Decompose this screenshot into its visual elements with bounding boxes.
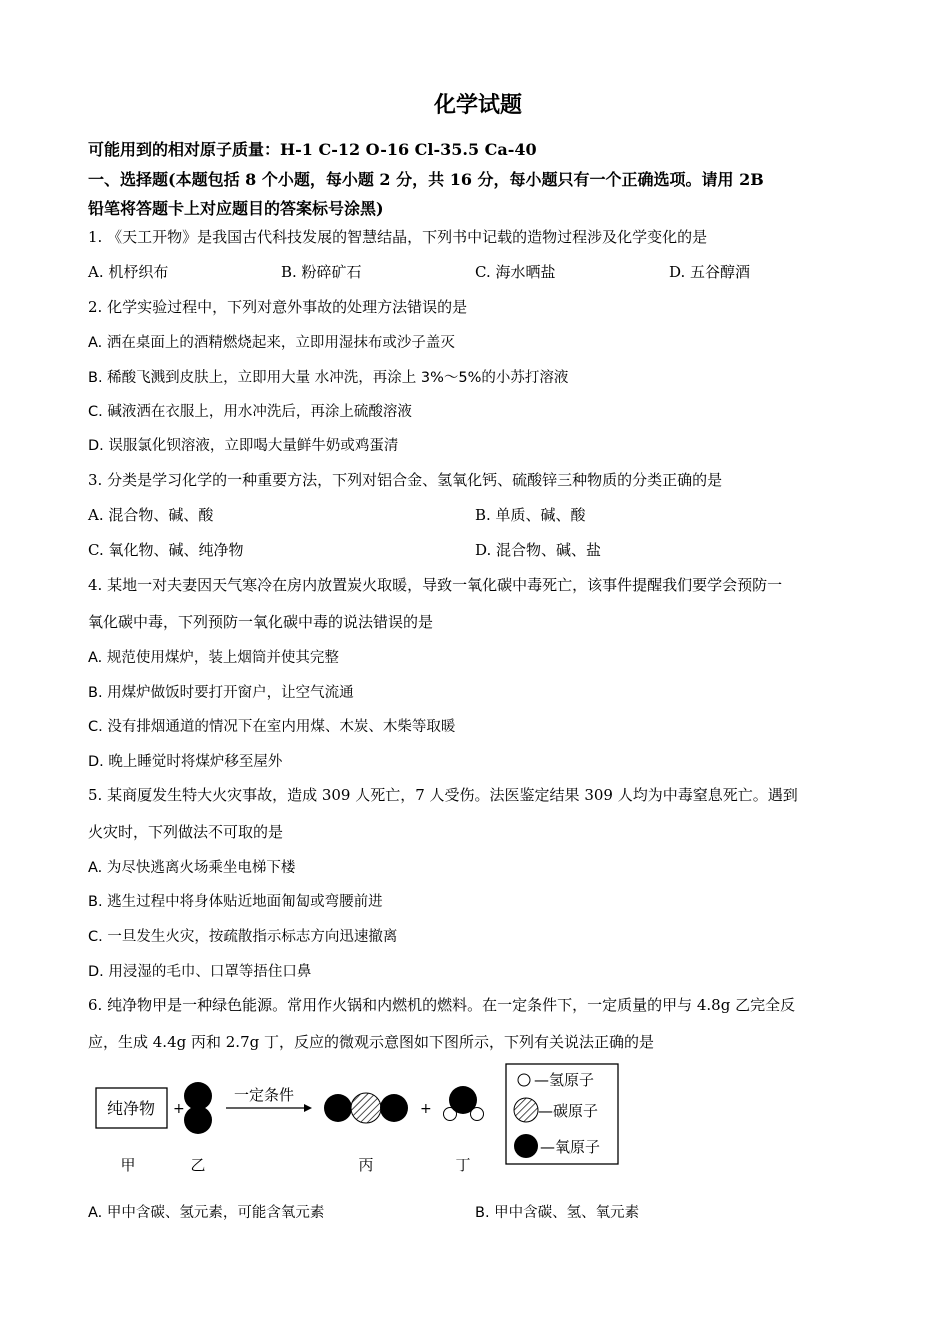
q3-option-b: B. 单质、碱、酸: [475, 506, 586, 524]
q6-option-b: B. 甲中含碳、氢、氧元素: [475, 1205, 640, 1221]
pure-substance-label: 纯净物: [106, 1099, 156, 1118]
reaction-arrow-head: [304, 1104, 312, 1112]
atomic-masses: 可能用到的相对原子质量：H-1 C-12 O-16 Cl-35.5 Ca-40: [88, 140, 537, 159]
q5-option-a: A. 为尽快逃离火场乘坐电梯下楼: [88, 860, 296, 876]
arrow-label: 一定条件: [233, 1086, 295, 1104]
legend-oxygen-icon: [514, 1134, 538, 1158]
oxygen-atom: [184, 1106, 212, 1134]
label-bing: 丙: [358, 1156, 374, 1174]
question-5-stem-line2: 火灾时，下列做法不可取的是: [88, 823, 284, 841]
question-1-stem: 1. 《天工开物》是我国古代科技发展的智慧结晶，下列书中记载的造物过程涉及化学变化的是: [88, 228, 708, 246]
q3-option-d: D. 混合物、碱、盐: [475, 541, 602, 559]
q2-option-c: C. 碱液洒在衣服上，用水冲洗后，再涂上硫酸溶液: [88, 404, 412, 420]
question-2-stem: 2. 化学实验过程中，下列对意外事故的处理方法错误的是: [88, 298, 468, 316]
legend-hydrogen-label: —氢原子: [534, 1071, 595, 1089]
section-heading-line1: 一、选择题(本题包括 8 个小题，每小题 2 分，共 16 分，每小题只有一个正确选项。请用 2B: [88, 170, 764, 189]
q5-option-d: D. 用浸湿的毛巾、口罩等捂住口鼻: [88, 964, 312, 980]
carbon-atom: [351, 1093, 381, 1123]
q1-option-d: D. 五谷醇酒: [669, 263, 751, 281]
plus-sign-1: +: [173, 1101, 185, 1117]
q5-option-b: B. 逃生过程中将身体贴近地面匍匐或弯腰前进: [88, 894, 383, 910]
oxygen-atom: [449, 1086, 477, 1114]
q3-option-a: A. 混合物、碱、酸: [88, 506, 214, 524]
q1-option-b: B. 粉碎矿石: [281, 263, 362, 281]
q4-option-d: D. 晚上睡觉时将煤炉移至屋外: [88, 754, 283, 770]
legend-hydrogen-icon: [518, 1074, 530, 1086]
q3-option-c: C. 氧化物、碱、纯净物: [88, 541, 244, 559]
q4-option-a: A. 规范使用煤炉，装上烟筒并使其完整: [88, 650, 339, 666]
label-jia: 甲: [120, 1156, 136, 1174]
question-6-stem-line2: 应，生成 4.4g 丙和 2.7g 丁，反应的微观示意图如下图所示，下列有关说法正确的是: [88, 1033, 654, 1051]
label-ding: 丁: [455, 1156, 471, 1174]
legend-carbon-label: —碳原子: [538, 1102, 599, 1120]
question-3-stem: 3. 分类是学习化学的一种重要方法，下列对铝合金、氢氧化钙、硫酸锌三种物质的分类正确的是: [88, 471, 723, 489]
oxygen-atom: [184, 1082, 212, 1110]
q4-option-b: B. 用煤炉做饭时要打开窗户，让空气流通: [88, 685, 354, 701]
q4-option-c: C. 没有排烟通道的情况下在室内用煤、木炭、木柴等取暖: [88, 719, 456, 735]
reaction-diagram: [88, 1062, 648, 1182]
section-heading-line2: 铅笔将答题卡上对应题目的答案标号涂黑): [88, 199, 384, 218]
q1-option-a: A. 机杼织布: [88, 263, 169, 281]
legend-carbon-icon: [514, 1098, 538, 1122]
label-yi: 乙: [190, 1156, 206, 1174]
q2-option-b: B. 稀酸飞溅到皮肤上，立即用大量 水冲洗，再涂上 3%～5%的小苏打溶液: [88, 370, 569, 386]
q2-option-a: A. 洒在桌面上的酒精燃烧起来，立即用湿抹布或沙子盖灭: [88, 335, 455, 351]
question-6-stem-line1: 6. 纯净物甲是一种绿色能源。常用作火锅和内燃机的燃料。在一定条件下，一定质量的甲与 4.8g 乙完全反: [88, 996, 796, 1014]
oxygen-atom: [324, 1094, 352, 1122]
question-4-stem-line2: 氧化碳中毒，下列预防一氧化碳中毒的说法错误的是: [88, 613, 434, 631]
question-5-stem-line1: 5. 某商厦发生特大火灾事故，造成 309 人死亡，7 人受伤。法医鉴定结果 309 人均为中毒窒息死亡。遇到: [88, 786, 798, 804]
q1-option-c: C. 海水晒盐: [475, 263, 556, 281]
legend-oxygen-label: —氧原子: [540, 1138, 601, 1156]
oxygen-atom: [380, 1094, 408, 1122]
q6-option-a: A. 甲中含碳、氢元素，可能含氧元素: [88, 1205, 325, 1221]
q2-option-d: D. 误服氯化钡溶液，立即喝大量鲜牛奶或鸡蛋清: [88, 438, 399, 454]
page-title: 化学试题: [433, 92, 522, 118]
q5-option-c: C. 一旦发生火灾，按疏散指示标志方向迅速撤离: [88, 929, 398, 945]
plus-sign-2: +: [420, 1101, 432, 1117]
question-4-stem-line1: 4. 某地一对夫妻因天气寒冷在房内放置炭火取暖，导致一氧化碳中毒死亡，该事件提醒我们要学会预防一: [88, 576, 783, 594]
